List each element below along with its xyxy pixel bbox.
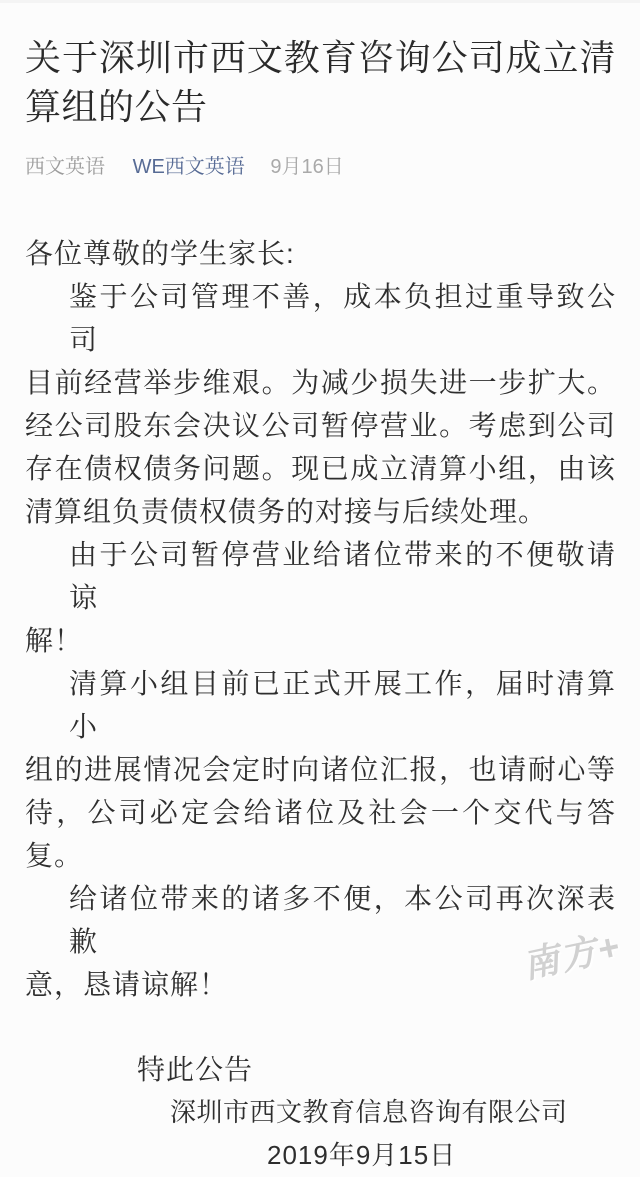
nanfang-plus-watermark: 南方+	[519, 925, 625, 986]
body-line: 目前经营举步维艰。为减少损失进一步扩大。	[25, 367, 616, 398]
body-line: 组的进展情况会定时向诸位汇报，也请耐心等	[25, 754, 616, 785]
body-line: 解！	[25, 625, 84, 656]
body-line: 由于公司暂停营业给诸位带来的不便敬请谅	[69, 539, 616, 613]
body-line: 待，公司必定会给诸位及社会一个交代与答	[25, 797, 616, 828]
closing-line: 特此公告	[137, 1054, 254, 1085]
body-line: 各位尊敬的学生家长:	[25, 238, 295, 269]
body-line: 清算组负责债权债务的对接与后续处理。	[25, 496, 548, 527]
official-account-link[interactable]: WE西文英语	[132, 156, 245, 178]
body-line: 清算小组目前已正式开展工作，届时清算小	[69, 668, 616, 742]
article-page	[0, 3, 640, 1177]
company-signature: 深圳市西文教育信息咨询有限公司	[170, 1097, 568, 1127]
body-line: 存在债权债务问题。现已成立清算小组，由该	[25, 453, 616, 484]
body-line: 给诸位带来的诸多不便，本公司再次深表歉	[69, 883, 616, 957]
article-body	[25, 232, 616, 1006]
publish-date: 9月16日	[270, 156, 344, 178]
author-name: 西文英语	[25, 156, 105, 178]
article-meta	[25, 154, 616, 181]
body-line: 鉴于公司管理不善，成本负担过重导致公司	[69, 281, 616, 355]
body-line: 意，恳请谅解！	[25, 969, 229, 1000]
body-line: 经公司股东会决议公司暂停营业。考虑到公司	[25, 410, 616, 441]
signature-date: 2019年9月15日	[267, 1140, 457, 1170]
article-title: 关于深圳市西文教育咨询公司成立清算组的公告	[25, 37, 616, 127]
announcement-footer	[25, 1048, 616, 1177]
body-line: 复。	[25, 840, 84, 871]
